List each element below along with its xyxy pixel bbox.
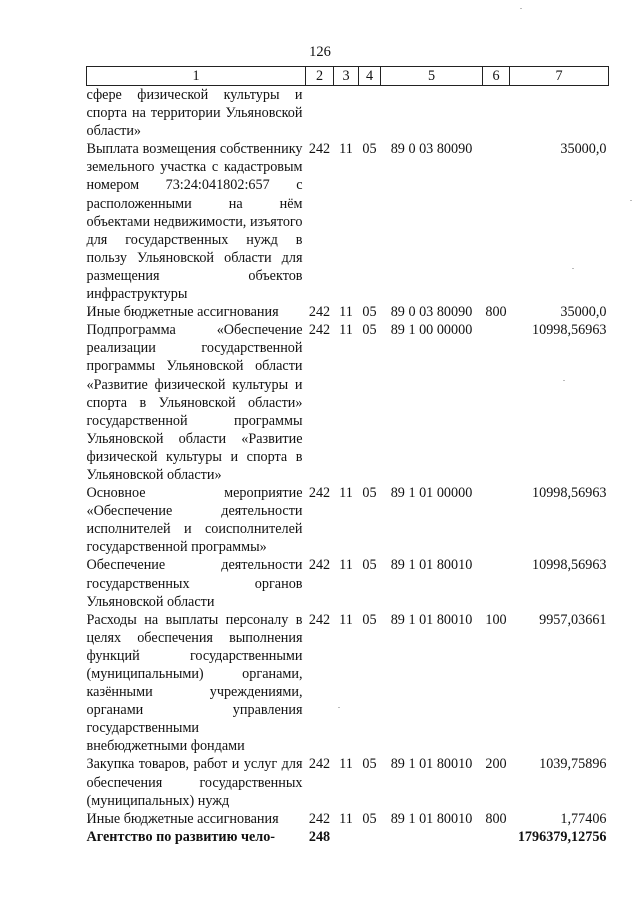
scan-speck: [630, 200, 632, 201]
row-rz: 11: [339, 611, 353, 628]
header-col-1: 1: [87, 67, 306, 86]
row-vr: [483, 321, 510, 484]
row-pr: 05: [362, 304, 377, 321]
row-pr: 05: [362, 810, 377, 827]
row-sum: 1039,75896: [539, 756, 607, 773]
row-gr: 242: [308, 304, 331, 321]
row-gr: 242: [308, 485, 331, 502]
table-row: [87, 611, 609, 756]
table-row: [87, 556, 609, 610]
row-gr: 242: [308, 322, 331, 339]
row-gr: 242: [308, 557, 331, 574]
row-pr: 05: [362, 141, 377, 158]
row-pr: [359, 828, 381, 846]
header-col-6: 6: [483, 67, 510, 86]
row-csr: 89 1 01 80010: [390, 810, 473, 827]
row-sum: 1796379,12756: [517, 828, 607, 845]
row-gr: 242: [308, 810, 331, 827]
row-name: Закупка товаров, работ и услуг для обеспечения государственных (муниципальных) нужд: [86, 756, 303, 809]
row-pr: [359, 86, 381, 141]
row-name: Подпрограмма «Обеспечение реализации государственной программы Ульяновской области «Развитие физической культуры и спорта в Ульяновской области» государственной программы Ульяновской области «Развитие физической культуры и спорта в Ульяновской области»: [86, 322, 303, 483]
row-rz: [334, 86, 359, 141]
row-sum: 10998,56963: [532, 485, 607, 502]
table-row: [87, 810, 609, 828]
table-row: [87, 86, 609, 141]
row-vr: 100: [485, 611, 507, 628]
row-vr: [483, 484, 510, 556]
page-number: 126: [309, 44, 331, 60]
row-sum: 35000,0: [560, 304, 607, 321]
row-rz: 11: [339, 756, 353, 773]
row-rz: [334, 828, 359, 846]
row-csr: [381, 86, 483, 141]
row-csr: 89 1 01 80010: [390, 756, 473, 773]
row-gr: 242: [308, 756, 331, 773]
row-gr: 248: [308, 828, 331, 845]
row-vr: [483, 828, 510, 846]
row-name: Иные бюджетные ассигнования: [86, 810, 279, 827]
row-gr: 242: [308, 611, 331, 628]
table-body: [87, 86, 609, 846]
row-name: Расходы на выплаты персоналу в целях обеспечения выполнения функций государственными (муниципальными) органами, казёнными учреждениями, органами управления государственными внебюджетными фондами: [86, 611, 303, 755]
row-pr: 05: [362, 611, 377, 628]
row-csr: 89 0 03 80090: [390, 141, 473, 158]
table-row: [87, 303, 609, 321]
row-csr: 89 1 00 00000: [390, 322, 473, 339]
row-pr: 05: [362, 485, 377, 502]
row-sum: [510, 86, 609, 141]
row-vr: 800: [485, 810, 507, 827]
row-rz: 11: [339, 322, 353, 339]
row-rz: 11: [339, 557, 353, 574]
row-sum: 1,77406: [560, 810, 607, 827]
row-vr: [483, 140, 510, 303]
row-rz: 11: [339, 485, 353, 502]
budget-table: [86, 66, 609, 846]
scan-speck: [338, 707, 340, 708]
row-vr: [483, 86, 510, 141]
row-name: Основное мероприятие «Обеспечение деятельности исполнителей и соисполнителей государственной программы»: [86, 485, 303, 556]
row-name: Иные бюджетные ассигнования: [86, 304, 279, 321]
row-sum: 35000,0: [560, 141, 607, 158]
row-csr: 89 1 01 80010: [390, 611, 473, 628]
header-col-5: 5: [381, 67, 483, 86]
row-sum: 9957,03661: [539, 611, 607, 628]
row-vr: 200: [485, 756, 507, 773]
header-col-3: 3: [334, 67, 359, 86]
row-csr: 89 0 03 80090: [390, 304, 473, 321]
row-rz: 11: [339, 141, 353, 158]
row-name: Обеспечение деятельности государственных органов Ульяновской области: [86, 557, 303, 610]
row-rz: 11: [339, 810, 353, 827]
row-gr: 242: [308, 141, 331, 158]
row-pr: 05: [362, 322, 377, 339]
table-row: [87, 140, 609, 303]
scan-speck: [520, 8, 522, 9]
row-csr: 89 1 01 80010: [390, 557, 473, 574]
row-rz: 11: [339, 304, 353, 321]
row-csr: 89 1 01 00000: [390, 485, 473, 502]
table-header: [87, 67, 609, 86]
table-row: [87, 755, 609, 809]
scan-speck: [572, 268, 574, 269]
row-name: Выплата возмещения собственнику земельного участка с кадастровым номером 73:24:041802:657 с расположенными на нём объектами недвижимости, изъятого для государственных нужд в пользу Ульяновской области для размещения объектов инфраструктуры: [86, 141, 303, 303]
row-sum: 10998,56963: [532, 557, 607, 574]
scan-speck: [563, 380, 565, 381]
header-col-2: 2: [306, 67, 334, 86]
row-gr: [306, 86, 334, 141]
row-name: Агентство по развитию чело-: [86, 828, 276, 845]
row-pr: 05: [362, 557, 377, 574]
row-name: сфере физической культуры и спорта на территории Ульяновской области»: [86, 87, 303, 140]
table-row: [87, 484, 609, 556]
header-col-4: 4: [359, 67, 381, 86]
header-col-7: 7: [510, 67, 609, 86]
table-row: [87, 828, 609, 846]
row-pr: 05: [362, 756, 377, 773]
row-csr: [381, 828, 483, 846]
header-row: [87, 67, 609, 86]
row-vr: [483, 556, 510, 610]
table-row: [87, 321, 609, 484]
row-vr: 800: [485, 304, 507, 321]
row-sum: 10998,56963: [532, 322, 607, 339]
